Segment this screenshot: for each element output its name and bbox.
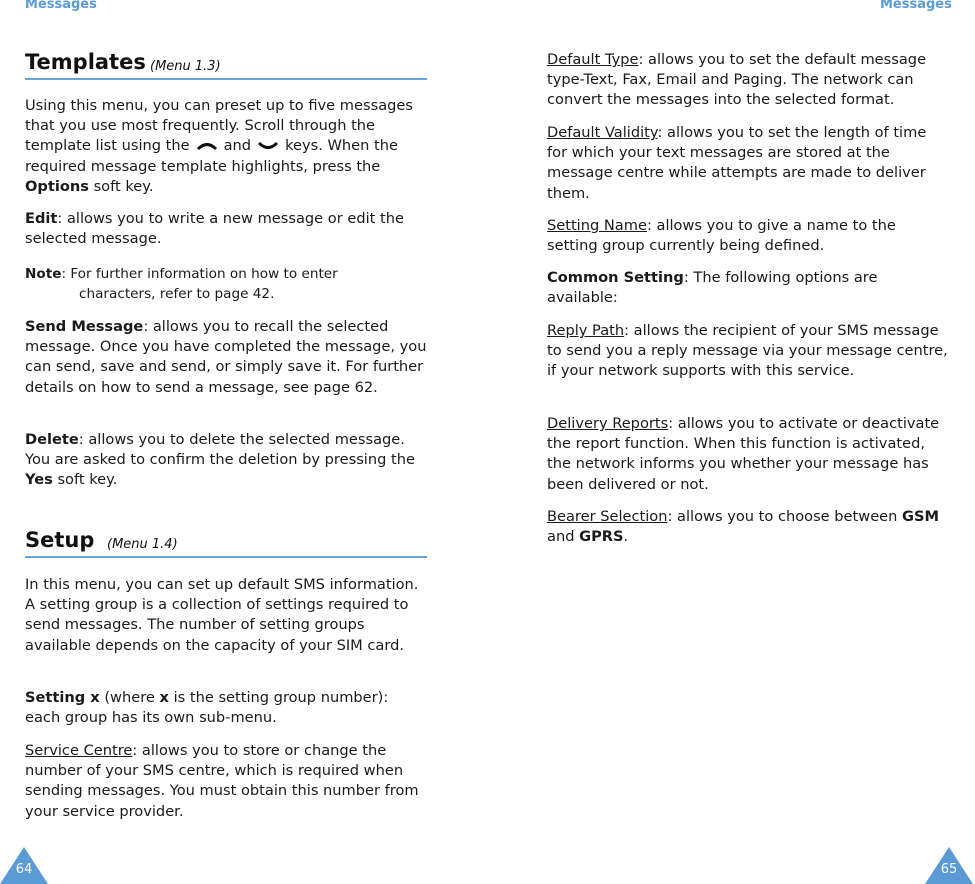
page-number-right: 65: [940, 862, 958, 877]
default-type-label: Default Type: [547, 51, 639, 68]
delivery-reports-option: Delivery Reports: allows you to activate or deactivate the report function. When this function is activated, the network informs you whether your message has been delivered or not.: [547, 415, 940, 493]
setting-x-label: Setting x: [25, 689, 100, 706]
delivery-reports-label: Delivery Reports: [547, 415, 669, 432]
note-label: Note: [25, 266, 62, 282]
templates-heading: [25, 46, 427, 80]
bearer-selection-label: Bearer Selection: [547, 508, 668, 525]
note: Note: For further information on how to enter characters, refer to page 42.: [25, 266, 338, 303]
setup-heading: [25, 524, 427, 558]
setting-name-label: Setting Name: [547, 217, 647, 234]
setting-name-option: Setting Name: allows you to give a name to the setting group currently being defined.: [547, 217, 896, 255]
service-centre-option: Service Centre: allows you to store or change the number of your SMS centre, which is required when sending messages. You must obtain this number from your service provider.: [25, 742, 419, 820]
send-message-option: Send Message: allows you to recall the selected message. Once you have completed the message, you can send, save and send, or simply save it. For further details on how to send a message, see page 62.: [25, 318, 427, 396]
templates-intro: Using this menu, you can preset up to five messages that you use most frequently. Scroll through the template list using the and keys. When the required message template highlights, press the Options soft key.: [25, 97, 413, 195]
send-message-label: Send Message: [25, 318, 144, 335]
templates-title: Templates: [25, 50, 146, 74]
templates-menu-ref: (Menu 1.3): [150, 59, 221, 74]
common-setting-option: Common Setting: The following options are available:: [547, 269, 878, 307]
delete-option: Delete: allows you to delete the selected message. You are asked to confirm the deletion by pressing the Yes soft key.: [25, 431, 415, 489]
setup-intro: In this menu, you can set up default SMS information. A setting group is a collection of settings required to send messages. The number of setting groups available depends on the capacity of your SIM card.: [25, 576, 419, 654]
running-head-left: Messages: [25, 0, 97, 12]
edit-option: Edit: allows you to write a new message or edit the selected message.: [25, 210, 404, 248]
common-setting-label: Common Setting: [547, 269, 684, 286]
default-validity-label: Default Validity: [547, 124, 658, 141]
setup-menu-ref: (Menu 1.4): [107, 537, 178, 552]
reply-path-label: Reply Path: [547, 322, 625, 339]
bearer-selection-option: Bearer Selection: allows you to choose between GSM and GPRS.: [547, 508, 940, 546]
setting-x-option: Setting x (where x is the setting group number): each group has its own sub-menu.: [25, 689, 389, 727]
default-validity-option: Default Validity: allows you to set the length of time for which your text messages are stored at the message centre while attempts are made to deliver them.: [547, 124, 927, 202]
running-head-right: Messages: [880, 0, 952, 12]
service-centre-label: Service Centre: [25, 742, 133, 759]
default-type-option: Default Type: allows you to set the default message type-Text, Fax, Email and Paging. The network can convert the messages into the selected format.: [547, 51, 927, 109]
setup-title: Setup: [25, 528, 95, 552]
page-number-left: 64: [15, 862, 33, 877]
scroll-up-key-icon: [196, 141, 218, 151]
scroll-down-key-icon: [257, 141, 279, 151]
reply-path-option: Reply Path: allows the recipient of your SMS message to send you a reply message via your message centre, if your network supports with this service.: [547, 322, 948, 380]
edit-label: Edit: [25, 210, 58, 227]
delete-label: Delete: [25, 431, 79, 448]
